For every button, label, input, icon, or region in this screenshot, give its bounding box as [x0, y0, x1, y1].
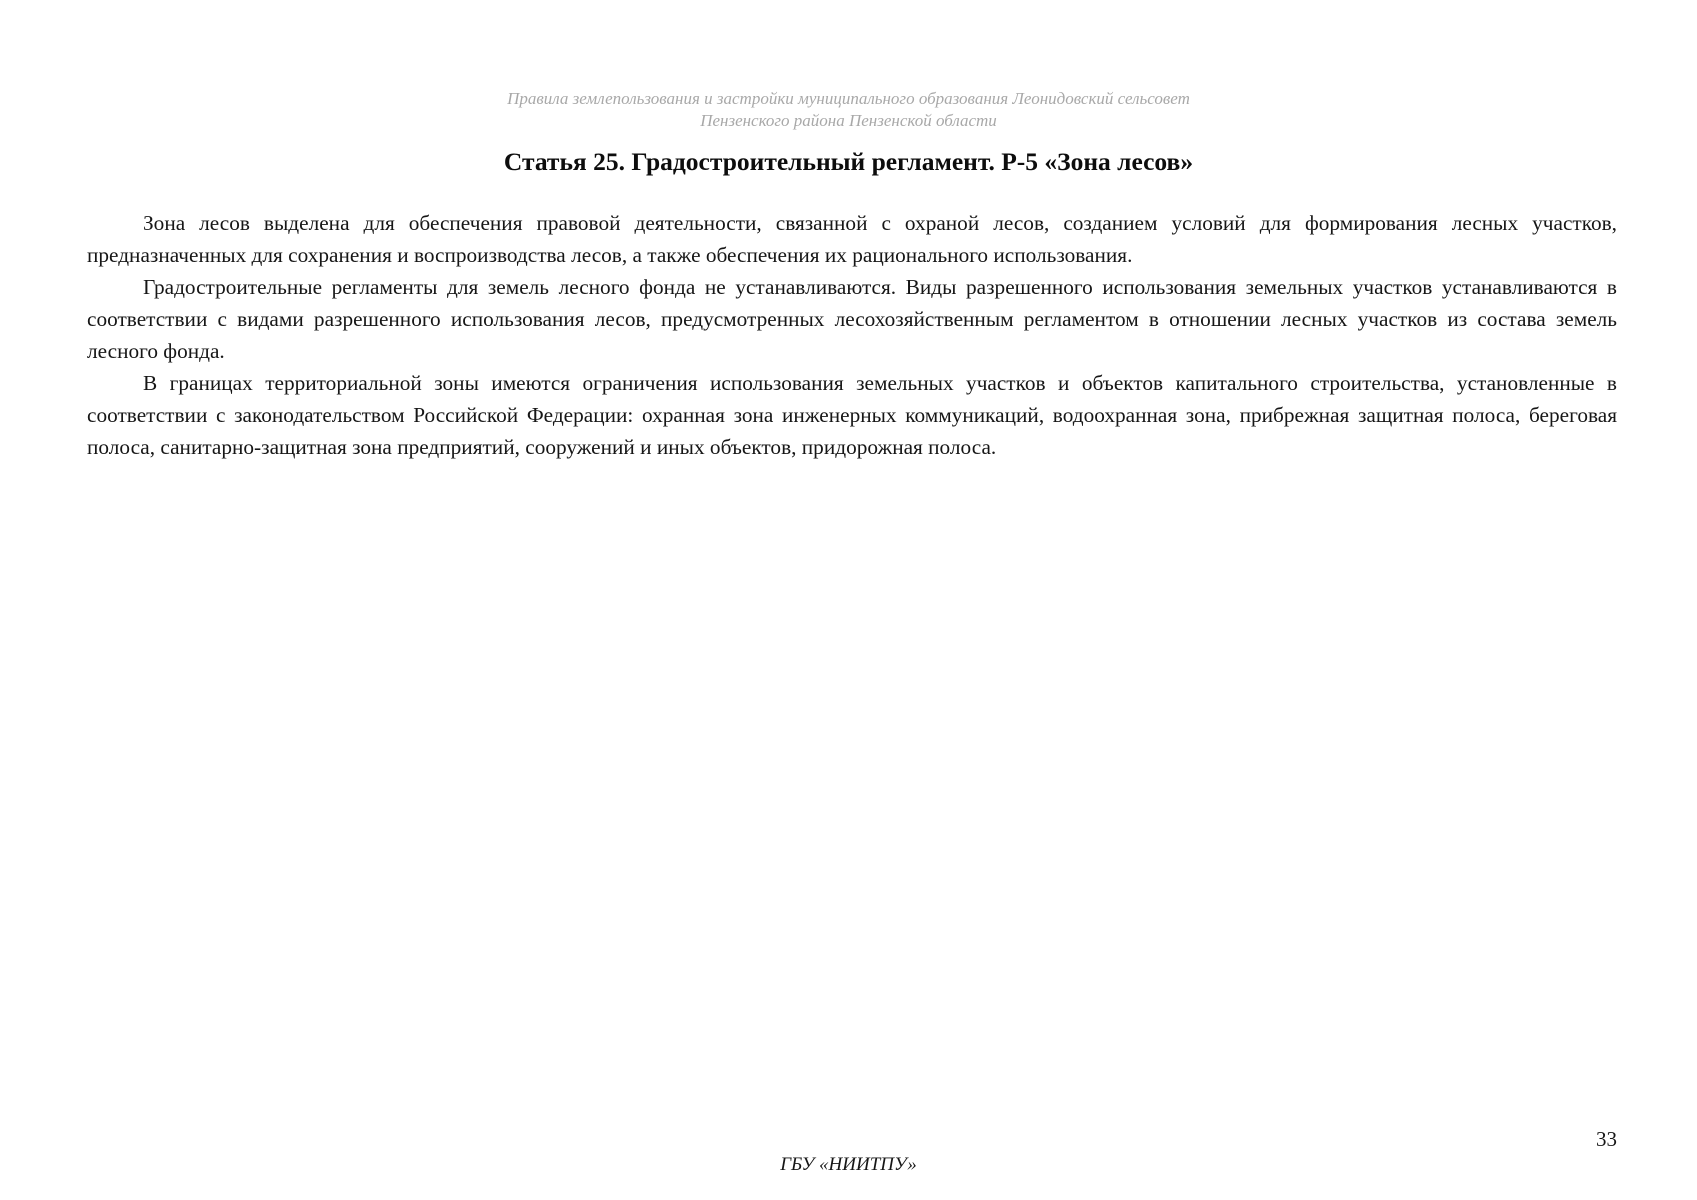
footer-organization: ГБУ «НИИТПУ» — [780, 1154, 917, 1175]
article-title: Статья 25. Градостроительный регламент. Р-5 «Зона лесов» — [503, 147, 1194, 176]
article-body — [87, 207, 1617, 463]
running-header-line-2: Пензенского района Пензенской области — [700, 111, 997, 130]
paragraph-3: В границах территориальной зоны имеются ограничения использования земельных участков и объектов капитального строительства, установленные в соответствии с законодательством Российской Федерации: охранная зона инженерных коммуникаций, водоохранная зона, прибрежная защитная полоса, береговая полоса, санитарно-защитная зона предприятий, сооружений и иных объектов, придорожная полоса. — [87, 371, 1617, 459]
paragraph-2: Градостроительные регламенты для земель лесного фонда не устанавливаются. Виды разрешенного использования земельных участков устанавливаются в соответствии с видами разрешенного использования лесов, предусмотренных лесохозяйственным регламентом в отношении лесных участков из состава земель лесного фонда. — [87, 275, 1617, 363]
running-header — [0, 88, 1697, 132]
paragraph-1: Зона лесов выделена для обеспечения правовой деятельности, связанной с охраной лесов, созданием условий для формирования лесных участков, предназначенных для сохранения и воспроизводства лесов, а также обеспечения их рационального использования. — [87, 211, 1617, 267]
page-number: 33 — [1596, 1127, 1617, 1151]
running-header-line-1: Правила землепользования и застройки муниципального образования Леонидовский сельсовет — [507, 89, 1190, 108]
